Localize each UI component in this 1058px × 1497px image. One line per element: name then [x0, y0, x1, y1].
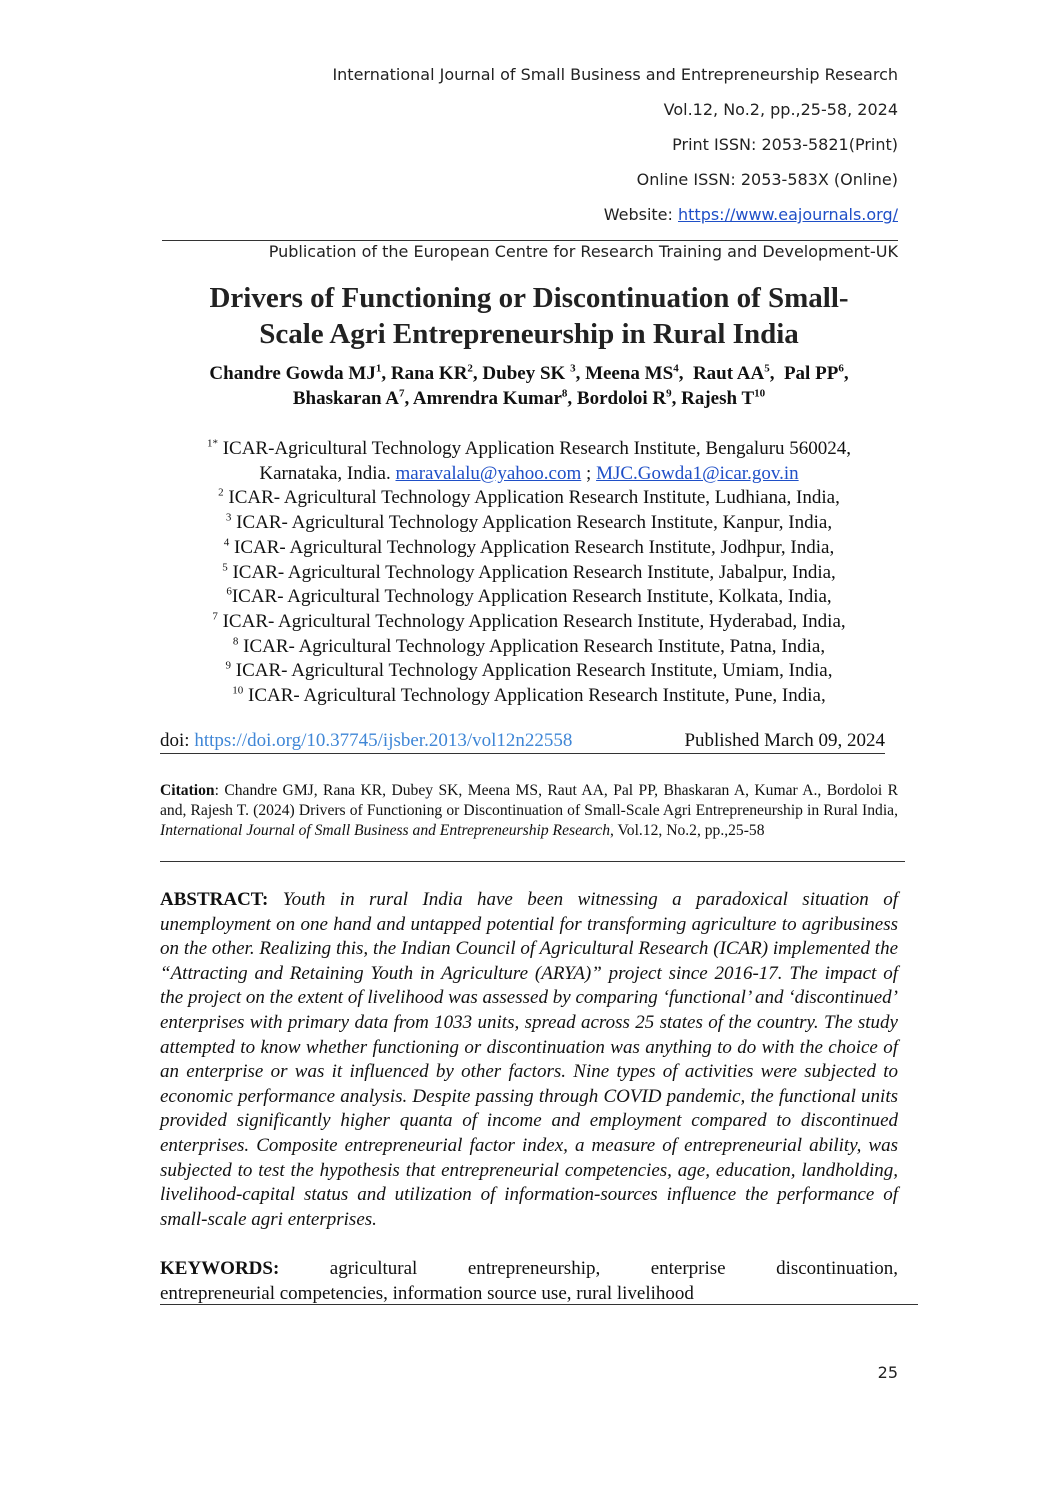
journal-name: International Journal of Small Business and Entrepreneurship Research — [332, 65, 898, 84]
affiliation-sup: 3 — [225, 511, 232, 524]
keywords-block — [160, 1257, 898, 1306]
author-sup: 10 — [754, 387, 766, 400]
affiliation-sup: 5 — [222, 561, 228, 574]
keywords-label: KEYWORDS: — [160, 1258, 280, 1279]
author-line-2: Bhaskaran $A^7$, Amrendra Kumar$^8$, Bordoloi $R^9$, Rajesh $T^{10}$ — [292, 387, 766, 409]
affiliation-sup: 10 — [232, 684, 244, 697]
author-name: Rana KR — [390, 363, 468, 384]
affiliation-item — [100, 610, 958, 635]
email-separator: ; — [581, 462, 597, 484]
author-sup: 2 — [467, 362, 473, 375]
affiliation-item — [100, 659, 958, 684]
affiliation-sup: 4 — [223, 536, 230, 549]
affiliation-sup: 6 — [226, 585, 232, 598]
keywords-divider — [160, 1304, 918, 1305]
author-name: Meena MS — [585, 363, 674, 384]
affiliation-sup: 1* — [206, 437, 218, 450]
keyword-word: discontinuation, — [776, 1258, 898, 1279]
author-line-1: Chandre Gowda $MJ^1$, Rana $KR^2$, Dubey SK $^3$, Meena $MS^4$, Raut $AA^5$, Pal $PP^6$, — [209, 362, 849, 384]
author-name: Chandre Gowda MJ — [209, 363, 376, 384]
affiliation-text: ICAR-Agricultural Technology Application Research Institute, Bengaluru 560024, — [217, 438, 852, 459]
affiliation-item — [100, 684, 958, 709]
affiliation-item — [100, 585, 958, 610]
abstract-text: Youth in rural India have been witnessing a paradoxical situation of unemployment on one hand and untapped potential for transforming agriculture to agribusiness on the other. Realizing this, the Indian Council of Agricultural Research (ICAR) implemented the “Attracting and Retaining Youth in Agriculture (ARYA)” project since 2016-17. The impact of the project on the extent of livelihood was assessed by comparing ‘functional’ and ‘discontinued’ enterprises with primary data from 1033 units, spread across 25 states of the country. The study attempted to know whether functioning or discontinuation was anything to do with the choice of an enterprise or was it influenced by other factors. Nine types of activities were subjected to economic performance analysis. Despite passing through COVID pandemic, the functional units provided significantly higher quanta of income and employment compared to discontinued enterprises. Composite entrepreneurial factor index, a measure of entrepreneurial ability, was subjected to test the hypothesis that entrepreneurial competencies, age, education, landholding, livelihood-capital status and utilization of information-sources influence the performance of small-scale agri enterprises. — [160, 889, 898, 1230]
abstract-block — [160, 888, 898, 1232]
author-sup: 9 — [666, 387, 672, 400]
journal-volume: Vol.12, No.2, pp.,25-58, 2024 — [663, 100, 898, 119]
author-name: Dubey SK — [482, 363, 571, 384]
author-name: Rajesh T — [681, 388, 755, 409]
page-number: 25 — [877, 1363, 898, 1382]
affiliation-text: ICAR- Agricultural Technology Application Research Institute, Hyderabad, India, — [217, 610, 846, 632]
keyword-word: agricultural — [329, 1258, 418, 1279]
author-list — [100, 361, 958, 411]
affiliation-text: ICAR- Agricultural Technology Application Research Institute, Patna, India, — [238, 635, 826, 657]
doi-line — [160, 730, 885, 754]
affiliation-text: ICAR- Agricultural Technology Application Research Institute, Kanpur, India, — [231, 512, 833, 534]
affiliation-text: ICAR- Agricultural Technology Application Research Institute, Jodhpur, India, — [229, 536, 835, 558]
email-link-2[interactable]: MJC.Gowda1@icar.gov.in — [596, 462, 799, 484]
website-label: Website: — [603, 205, 678, 224]
keyword-word: enterprise — [650, 1258, 726, 1279]
citation-journal: International Journal of Small Business and Entrepreneurship Research — [160, 822, 611, 839]
citation-tail: , Vol.12, No.2, pp.,25-58 — [610, 822, 765, 839]
affiliation-text: ICAR- Agricultural Technology Application Research Institute, Jabalpur, India, — [227, 561, 836, 583]
author-name: Raut AA — [692, 363, 765, 384]
affiliation-1 — [100, 437, 958, 462]
print-issn: Print ISSN: 2053-5821(Print) — [672, 135, 898, 154]
title-line-1: Drivers of Functioning or Discontinuation of Small- — [209, 282, 849, 314]
keywords-line-2: entrepreneurial competencies, information source use, rural livelihood — [160, 1282, 694, 1304]
doi-label: doi: — [160, 730, 195, 751]
affiliation-list — [100, 437, 958, 709]
affiliation-sup: 7 — [212, 610, 218, 623]
affiliation-location: Karnataka, India. — [259, 462, 396, 484]
website-line — [604, 205, 898, 224]
email-link-1[interactable]: maravalalu@yahoo.com — [395, 462, 582, 484]
keyword-word: entrepreneurship, — [467, 1258, 601, 1279]
author-name: Bordoloi R — [576, 388, 667, 409]
published-date: Published March 09, 2024 — [684, 730, 885, 751]
citation-text: : Chandre GMJ, Rana KR, Dubey SK, Meena MS, Raut AA, Pal PP, Bhaskaran A, Kumar A., Bordoloi R and, Rajesh T. (2024) Drivers of Functioning or Discontinuation of Small-Scale Agri Entrepreneurship in Rural India, — [160, 782, 898, 819]
affiliation-sup: 2 — [218, 487, 224, 500]
author-sup: 3 — [570, 362, 576, 375]
affiliation-text: ICAR- Agricultural Technology Application Research Institute, Ludhiana, India, — [223, 487, 840, 509]
author-sup: 8 — [561, 387, 568, 400]
keywords-line-1 — [160, 1257, 898, 1282]
doi-link[interactable]: https://doi.org/10.37745/ijsber.2013/vol12n22558 — [194, 730, 573, 751]
author-sup: 1 — [375, 362, 382, 375]
affiliation-item — [100, 561, 958, 586]
author-sup: 5 — [764, 362, 770, 375]
affiliation-text: ICAR- Agricultural Technology Application Research Institute, Pune, India, — [243, 685, 826, 707]
online-issn: Online ISSN: 2053-583X (Online) — [636, 170, 898, 189]
affiliation-sup: 9 — [225, 660, 232, 672]
author-name: Bhaskaran A — [292, 388, 399, 409]
website-link[interactable]: https://www.eajournals.org/ — [678, 205, 898, 224]
author-sup: 6 — [838, 362, 844, 375]
author-name: Pal PP — [783, 363, 839, 384]
publisher-line: Publication of the European Centre for Research Training and Development-UK — [162, 240, 898, 261]
affiliation-item — [100, 635, 958, 660]
affiliation-1-contact — [100, 462, 958, 487]
abstract-label: ABSTRACT: — [160, 889, 269, 910]
paper-title — [100, 280, 958, 352]
author-name: Amrendra Kumar — [412, 388, 562, 409]
citation-divider — [160, 861, 905, 862]
affiliation-item — [100, 511, 958, 536]
author-sup: 7 — [398, 387, 405, 400]
title-line-2: Scale Agri Entrepreneurship in Rural India — [259, 318, 799, 350]
author-sup: 4 — [673, 362, 679, 375]
citation-block — [160, 781, 898, 841]
affiliation-text: ICAR- Agricultural Technology Application Research Institute, Kolkata, India, — [231, 586, 832, 608]
affiliation-item — [100, 486, 958, 511]
affiliation-text: ICAR- Agricultural Technology Application Research Institute, Umiam, India, — [231, 660, 833, 682]
affiliation-item — [100, 536, 958, 561]
citation-label: Citation — [160, 782, 215, 799]
affiliation-sup: 8 — [232, 635, 239, 648]
